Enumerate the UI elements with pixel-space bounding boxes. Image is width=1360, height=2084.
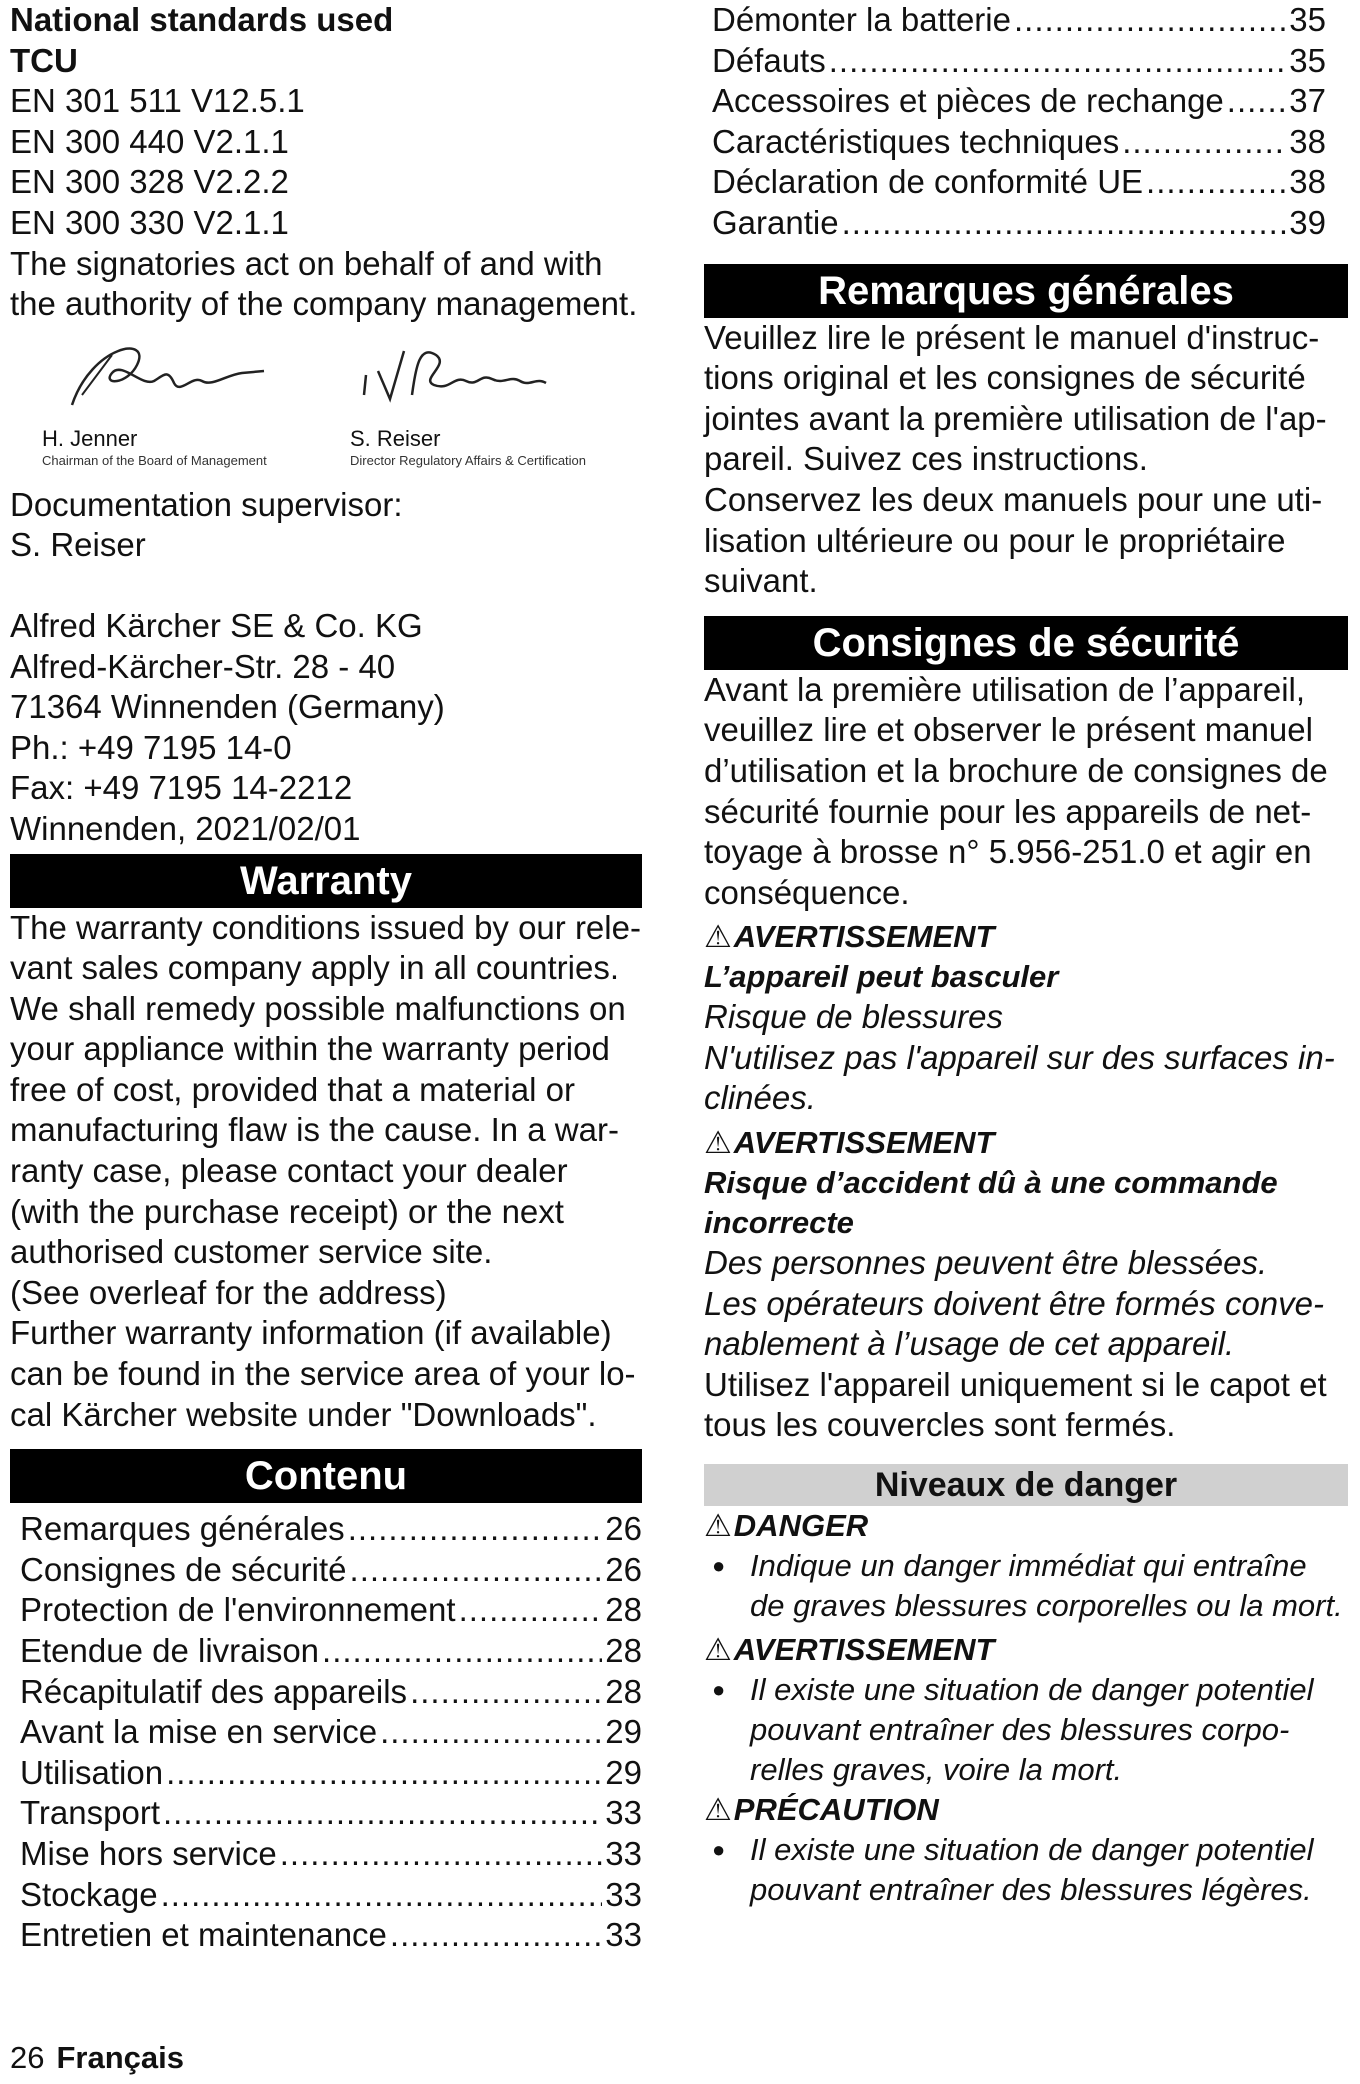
warning-triangle-icon: ⚠ xyxy=(704,1508,732,1544)
signature-jenner xyxy=(42,325,322,470)
standard-line: EN 300 330 V2.1.1 xyxy=(10,203,289,241)
consignes-heading: Consignes de sécurité xyxy=(704,616,1348,670)
address-line: Winnenden, 2021/02/01 xyxy=(10,809,361,847)
precaution-bullet: ● Il existe une situation de danger potentiel pouvant entraîner des blessures légères. xyxy=(704,1830,1348,1910)
toc-item[interactable]: Défauts ..... 35 xyxy=(712,41,1326,82)
warning-triangle-icon: ⚠ xyxy=(704,1125,732,1161)
remarques-text: Conservez les deux manuels pour une utilisation ultérieure ou pour le propriétaire suivant. xyxy=(704,480,1323,600)
table-of-contents xyxy=(10,1509,642,1956)
contenu-heading: Contenu xyxy=(10,1449,642,1503)
consignes-text: Avant la première utilisation de l’appareil, veuillez lire et observer le présent manuel d’utilisation et la brochure de consignes de sécurité fournie pour les appareils de nettoyage à brosse n° 5.956-251.0 et agir en conséquence. xyxy=(704,670,1328,911)
toc-item[interactable]: Avant la mise en service ..... 29 xyxy=(20,1712,642,1753)
warning-note: Utilisez l'appareil uniquement si le capot et tous les couvercles sont fermés. xyxy=(704,1365,1327,1444)
table-of-contents-continued xyxy=(704,0,1348,244)
avertissement-bullet: ● Il existe une situation de danger potentiel pouvant entraîner des blessures corporelles graves, voire la mort. xyxy=(704,1670,1348,1790)
warning-label: ⚠AVERTISSEMENT xyxy=(704,917,1348,957)
warning-text: N'utilisez pas l'appareil sur des surfaces inclinées. xyxy=(704,1038,1335,1117)
warranty-text: The warranty conditions issued by our relevant sales company apply in all countries. We shall remedy possible malfunctions on your appliance within the warranty period free of cost, provided that a material or manufacturing flaw is the cause. In a warranty case, please contact your dealer (with the purchase receipt) or the next authorised customer service site. xyxy=(10,908,641,1271)
warning-title: Risque d’accident dû à une commande incorrecte xyxy=(704,1165,1278,1241)
warning-triangle-icon: ⚠ xyxy=(704,1632,732,1668)
signatory-role: Director Regulatory Affairs & Certification xyxy=(350,452,587,468)
address-line: 71364 Winnenden (Germany) xyxy=(10,688,445,726)
footer-language: Français xyxy=(56,2040,184,2075)
precaution-label: ⚠PRÉCAUTION xyxy=(704,1790,1348,1830)
address-line: Alfred Kärcher SE & Co. KG xyxy=(10,606,423,644)
toc-item[interactable]: Protection de l'environnement ..... 28 xyxy=(20,1590,642,1631)
toc-item[interactable]: Mise hors service ..... 33 xyxy=(20,1834,642,1875)
warning-triangle-icon: ⚠ xyxy=(704,1792,732,1828)
toc-item[interactable]: Caractéristiques techniques ..... 38 xyxy=(712,122,1326,163)
standards-heading: National standards used xyxy=(10,1,394,38)
signatory-role: Chairman of the Board of Management xyxy=(42,452,267,468)
handwritten-signature-icon xyxy=(350,325,610,421)
address-line: Ph.: +49 7195 14-0 xyxy=(10,728,292,766)
toc-item[interactable]: Entretien et maintenance ..... 33 xyxy=(20,1915,642,1956)
signatory-name: H. Jenner xyxy=(42,425,138,451)
toc-item[interactable]: Etendue de livraison ..... 28 xyxy=(20,1631,642,1672)
standard-line: EN 300 440 V2.1.1 xyxy=(10,122,289,160)
niveaux-heading: Niveaux de danger xyxy=(704,1464,1348,1506)
signature-reiser xyxy=(350,325,650,470)
handwritten-signature-icon xyxy=(42,325,282,421)
page-footer xyxy=(10,2040,184,2076)
toc-item[interactable]: Démonter la batterie ..... 35 xyxy=(712,0,1326,41)
warning-triangle-icon: ⚠ xyxy=(704,919,732,955)
warranty-text: (See overleaf for the address) xyxy=(10,1273,447,1311)
toc-item[interactable]: Stockage ..... 33 xyxy=(20,1875,642,1916)
remarques-text: Veuillez lire le présent le manuel d'instructions original et les consignes de sécurité jointes avant la première utilisation de l'appareil. Suivez ces instructions. xyxy=(704,318,1327,478)
warranty-text: Further warranty information (if available) can be found in the service area of your local Kärcher website under "Downloads". xyxy=(10,1314,636,1433)
toc-item[interactable]: Accessoires et pièces de rechange ..... 37 xyxy=(712,81,1326,122)
bullet-icon: ● xyxy=(712,1553,726,1579)
warning-title: L’appareil peut basculer xyxy=(704,959,1059,995)
warranty-heading: Warranty xyxy=(10,854,642,908)
standard-line: EN 301 511 V12.5.1 xyxy=(10,82,305,120)
toc-item[interactable]: Consignes de sécurité ..... 26 xyxy=(20,1550,642,1591)
signature-block xyxy=(10,325,642,485)
page-number: 26 xyxy=(10,2040,45,2075)
toc-item[interactable]: Récapitulatif des appareils ..... 28 xyxy=(20,1672,642,1713)
toc-item[interactable]: Utilisation ..... 29 xyxy=(20,1753,642,1794)
doc-supervisor-label: Documentation supervisor: xyxy=(10,485,403,523)
warning-text: Les opérateurs doivent être formés convenablement à l’usage de cet appareil. xyxy=(704,1284,1325,1363)
address-line: Fax: +49 7195 14-2212 xyxy=(10,769,353,807)
avertissement-label: ⚠AVERTISSEMENT xyxy=(704,1630,1348,1670)
signatory-name: S. Reiser xyxy=(350,425,441,451)
bullet-icon: ● xyxy=(712,1837,726,1863)
standard-line: EN 300 328 V2.2.2 xyxy=(10,163,289,201)
tcu-label: TCU xyxy=(10,41,78,79)
toc-item[interactable]: Garantie ..... 39 xyxy=(712,203,1326,244)
warning-label: ⚠AVERTISSEMENT xyxy=(704,1123,1348,1163)
remarques-heading: Remarques générales xyxy=(704,264,1348,318)
warning-risk: Des personnes peuvent être blessées. xyxy=(704,1244,1268,1282)
danger-bullet: ● Indique un danger immédiat qui entraîne de graves blessures corporelles ou la mort. xyxy=(704,1546,1348,1626)
toc-item[interactable]: Déclaration de conformité UE ..... 38 xyxy=(712,162,1326,203)
danger-label: ⚠DANGER xyxy=(704,1506,1348,1546)
signatories-text: The signatories act on behalf of and with the authority of the company management. xyxy=(10,244,638,323)
toc-item[interactable]: Transport ..... 33 xyxy=(20,1793,642,1834)
warning-risk: Risque de blessures xyxy=(704,998,1003,1036)
bullet-icon: ● xyxy=(712,1677,726,1703)
doc-supervisor-name: S. Reiser xyxy=(10,526,146,564)
toc-item[interactable]: Remarques générales ..... 26 xyxy=(20,1509,642,1550)
left-column xyxy=(10,0,642,1956)
right-column xyxy=(704,0,1348,1910)
address-line: Alfred-Kärcher-Str. 28 - 40 xyxy=(10,647,396,685)
